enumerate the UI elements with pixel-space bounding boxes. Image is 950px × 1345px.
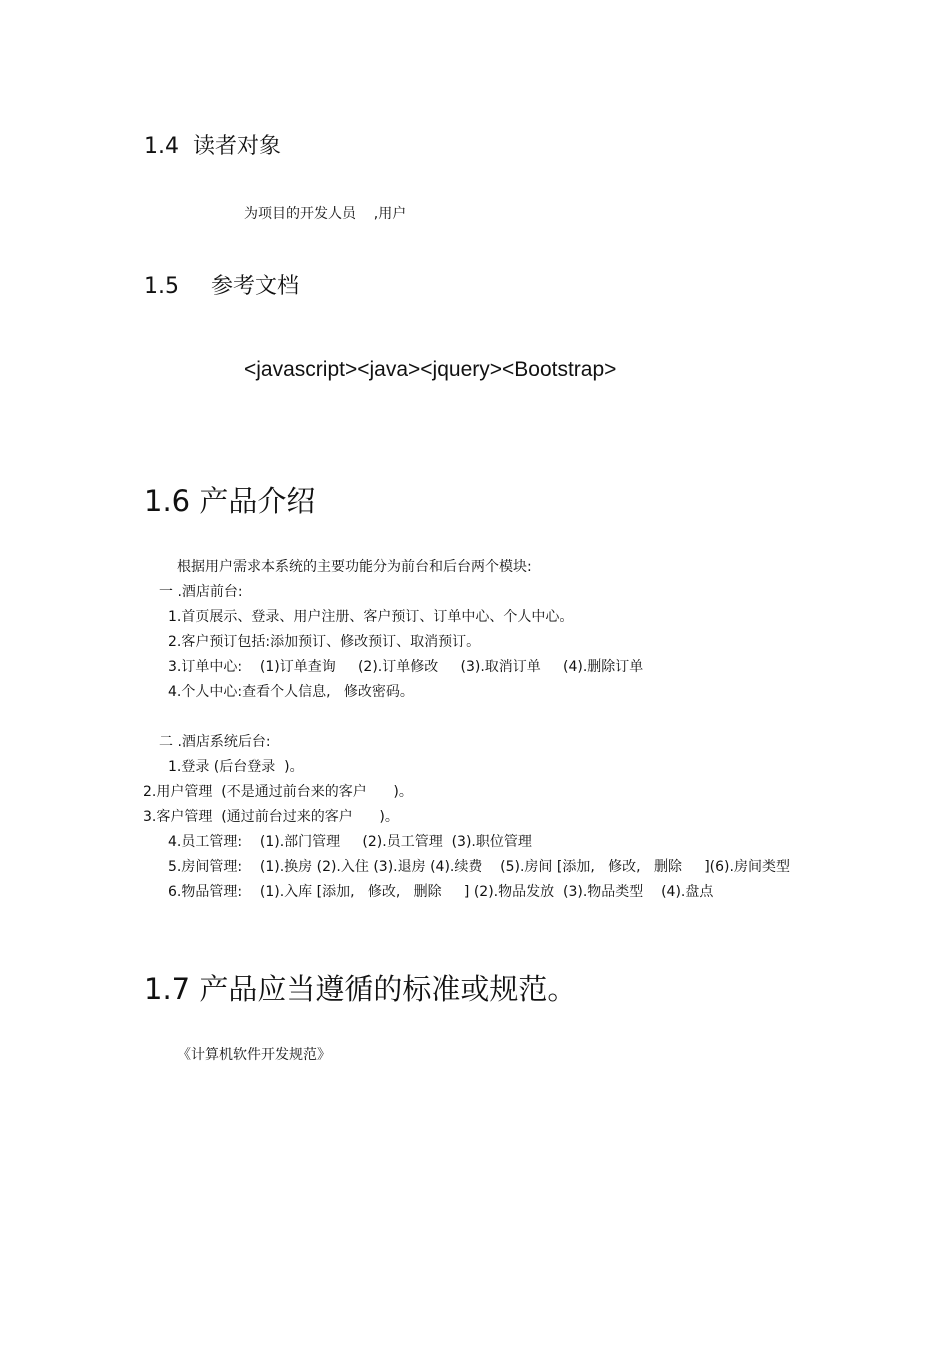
backend-title: 二 .酒店系统后台: xyxy=(159,734,271,750)
section-title-1-5: 参考文档 xyxy=(211,274,300,299)
backend-item: 6.物品管理: (1).入库 [添加, 修改, 删除 ] (2).物品发放 (3).物品类型 (4).盘点 xyxy=(168,884,714,900)
frontend-title: 一 .酒店前台: xyxy=(159,584,243,600)
backend-item: 1.登录 (后台登录 )。 xyxy=(168,759,304,775)
section-body-1-4: 为项目的开发人员 ,用户 xyxy=(244,206,407,222)
backend-item: 4.员工管理: (1).部门管理 (2).员工管理 (3).职位管理 xyxy=(168,834,532,850)
frontend-item: 1.首页展示、登录、用户注册、客户预订、订单中心、个人中心。 xyxy=(168,609,574,625)
backend-item: 2.用户管理 (不是通过前台来的客户 )。 xyxy=(143,784,413,800)
frontend-item: 3.订单中心: (1)订单查询 (2).订单修改 (3).取消订单 (4).删除订单 xyxy=(168,659,644,675)
backend-item: 3.客户管理 (通过前台过来的客户 )。 xyxy=(143,809,399,825)
backend-item: 5.房间管理: (1).换房 (2).入住 (3).退房 (4).续费 (5).房间 [添加, 修改, 删除 ](6).房间类型 xyxy=(168,859,790,875)
section-number-1-5: 1.5 xyxy=(144,274,179,299)
section-heading-1-6: 1.6 产品介绍 xyxy=(144,484,316,518)
reference-list: <javascript><java><jquery><Bootstrap> xyxy=(244,358,617,381)
frontend-item: 4.个人中心:查看个人信息, 修改密码。 xyxy=(168,684,414,700)
standard-reference: 《计算机软件开发规范》 xyxy=(177,1047,331,1063)
section-heading-1-4: 1.4 读者对象 xyxy=(144,134,281,159)
product-intro: 根据用户需求本系统的主要功能分为前台和后台两个模块: xyxy=(177,559,532,575)
section-heading-1-7: 1.7 产品应当遵循的标准或规范。 xyxy=(144,972,577,1006)
frontend-item: 2.客户预订包括:添加预订、修改预订、取消预订。 xyxy=(168,634,481,650)
